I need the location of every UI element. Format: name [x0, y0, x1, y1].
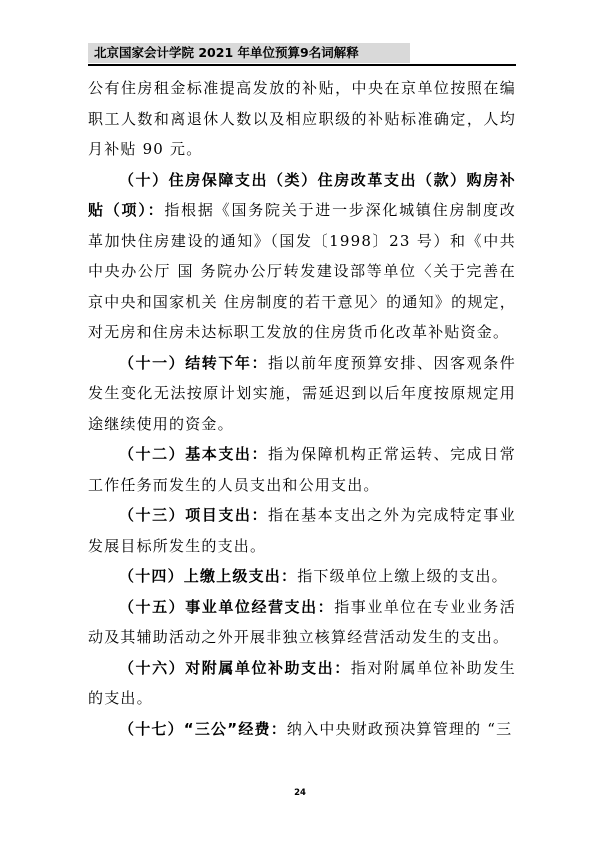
page-number: 24	[294, 788, 306, 798]
paragraph-carryover	[88, 348, 516, 440]
term-heading: （十六）对附属单位补助支出：	[119, 658, 351, 677]
paragraph-text: 指下级单位上缴上级的支出。	[297, 567, 508, 585]
term-heading: （十七）“三公”经费：	[119, 719, 287, 738]
paragraph-text: 指为保障机构正常运转、完成日常工作任务而发生的人员支出和公用支出。	[88, 445, 516, 494]
paragraph-text: 公有住房租金标准提高发放的补贴，中央在京单位按照在编职工人数和离退休人数以及相应职级的补贴标准确定，人均月补贴 90 元。	[88, 79, 516, 158]
paragraph-basic-expenditure	[88, 439, 516, 500]
paragraph-operating-expenditure	[88, 592, 516, 653]
term-heading: （十）住房保障支出（类）住房改革支出（款）购房补贴（项）：	[88, 170, 516, 219]
paragraph-text: 指根据《国务院关于进一步深化城镇住房制度改 革加快住房建设的通知》（国发〔1998〕23 号）和《中共中央办公厅 国 务院办公厅转发建设部等单位〈关于完善在京中央和国家机关 住房制度的若干意见〉的通知》的规定，对无房和住房未达标职工发放的住房货币化改革补贴资金。	[88, 201, 516, 341]
running-header-title: 北京国家会计学院 2021 年单位预算9名词解释	[94, 45, 359, 60]
term-heading: （十五）事业单位经营支出：	[119, 597, 335, 616]
paragraph-remittance	[88, 561, 516, 592]
term-heading: （十四）上缴上级支出：	[119, 567, 298, 585]
document-body	[88, 73, 516, 744]
header-divider	[88, 64, 516, 66]
paragraph-project-expenditure	[88, 500, 516, 561]
paragraph-text: 指事业单位在专业业务活动及其辅助活动之外开展非独立核算经营活动发生的支出。	[88, 597, 516, 646]
paragraph-continuation	[88, 73, 516, 165]
paragraph-housing-subsidy	[88, 165, 516, 348]
paragraph-text: 指对附属单位补助发生的支出。	[88, 658, 516, 707]
paragraph-three-public-expenses	[88, 714, 516, 745]
paragraph-subsidiary-grants	[88, 653, 516, 714]
running-header	[88, 43, 410, 63]
term-heading: （十二）基本支出：	[119, 445, 268, 463]
term-heading: （十三）项目支出：	[119, 506, 268, 524]
term-heading: （十一）结转下年：	[119, 353, 268, 372]
paragraph-text: 纳入中央财政预决算管理的 “三	[286, 719, 513, 738]
paragraph-text: 指以前年度预算安排、因客观条件发生变化无法按原计划实施，需延迟到以后年度按原规定用途继续使用的资金。	[88, 353, 516, 433]
paragraph-text: 指在基本支出之外为完成特定事业发展目标所发生的支出。	[88, 506, 516, 555]
